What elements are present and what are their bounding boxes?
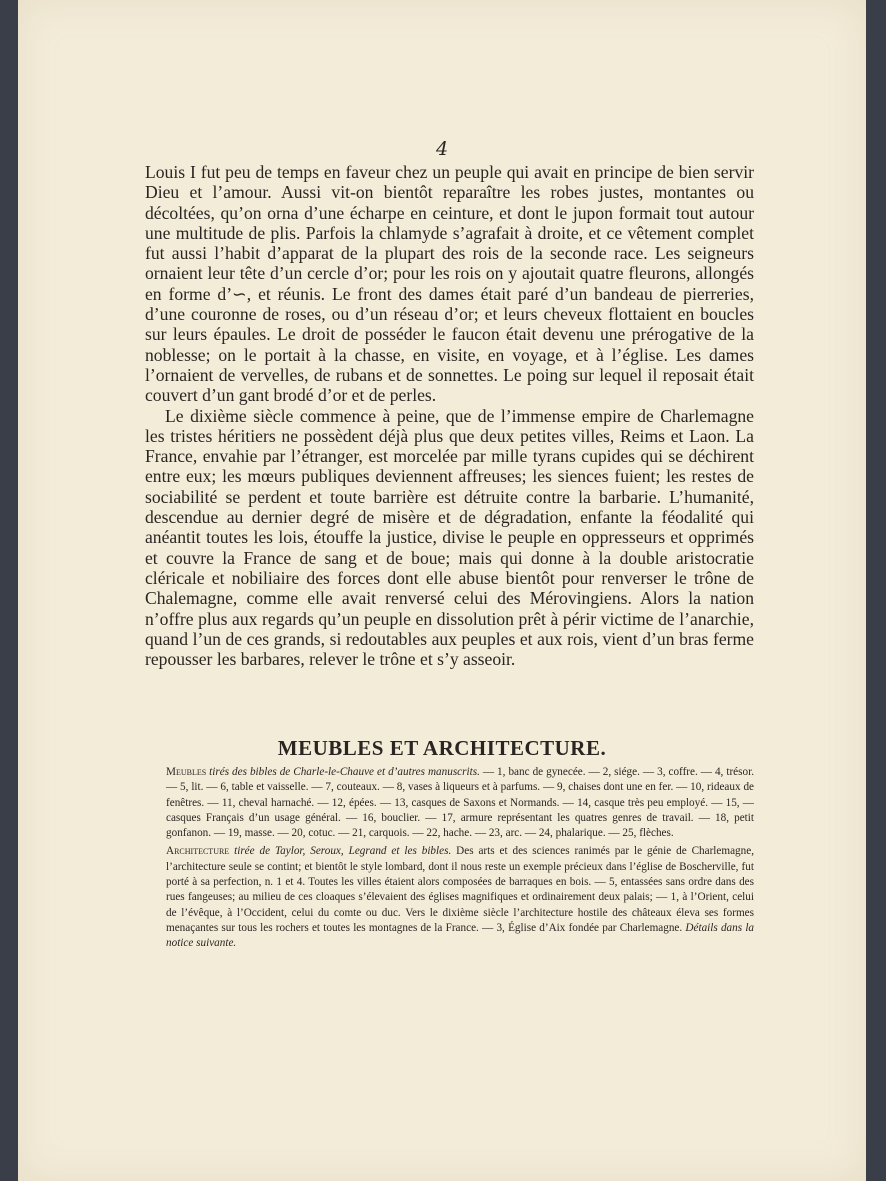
page-sheet: [18, 0, 866, 1181]
note-body: Des arts et des sciences ranimés par le génie de Charlemagne, l’architecture seule se contint; et bientôt le style lombard, dont il nous reste un exemple précieux dans l’église de Boscherville, fut porté à sa perfection, n. 1 et 4. Toutes les villes étaient alors composées de barraques en bois. — 5, entassées sans ordre dans des rues fangeuses; au milieu de ces cloaques s’élevaient des églises magnifiques et ordinairement deux palais; — 1, à l’Orient, celui de l’évêque, à l’Occident, celui du comte ou duc. Vers le dixième siècle l’architecture hostile des châteaux éleva ses formes menaçantes sur tous les rochers et toutes les montagnes de la France. — 3, Église d’Aix fondée par Charlemagne.: [166, 845, 755, 934]
paragraph-louis: Louis I fut peu de temps en faveur chez un peuple qui avait en principe de bien servir Dieu et l’amour. Aussi vit-on bientôt reparaître les robes justes, montantes ou décoltées, qu’on orna d’une écharpe en ceinture, et dont le jupon formait tout autour une multitude de plis. Parfois la chlamyde s’agrafait à droite, et ce vêtement complet fut aussi l’habit d’apparat de la plupart des rois de la seconde race. Les seigneurs ornaient leur tête d’un cercle d’or; pour les rois on y ajoutait quatre fleurons, allongés en forme d’∽, et réunis. Le front des dames était paré d’un bandeau de pierreries, d’une couronne de roses, ou d’un réseau d’or; et leurs cheveux flottaient en boucles sur leurs épaules. Le droit de posséder le faucon était devenu une prérogative de la noblesse; on le portait à la chasse, en visite, en voyage, et à l’église. Les dames l’ornaient de vervelles, de rubans et de sonnettes. Le poing sur lequel il reposait était couvert d’un gant brodé d’or et de perles.: [145, 162, 754, 406]
note-lead: Meubles: [166, 766, 207, 778]
note-intro: tirés des bibles de Charle-le-Chauve et d’autres manuscrits.: [209, 766, 480, 778]
section-title: MEUBLES ET ARCHITECTURE.: [277, 736, 607, 760]
paragraph-dixieme-siecle: Le dixième siècle commence à peine, que de l’immense empire de Charlemagne les tristes héritiers ne possèdent déjà plus que deux petites villes, Reims et Laon. La France, envahie par l’étranger, est morcelée par mille tyrans cupides qui se déchirent entre eux; les mœurs publiques deviennent affreuses; les siences fuient; les restes de sociabilité se perdent et toute barrière est détruite contre la barbarie. L’humanité, descendue au dernier degré de misère et de dégradation, enfante la féodalité qui anéantit toutes les lois, étouffe la justice, divise le peuple en oppresseurs et opprimés et couvre la France de sang et de boue; mais qui donne à la double aristocratie cléricale et nobiliaire des forces dont elle abuse bientôt pour renverser le trône de Chalemagne, comme elle avait renversé celui des Mérovingiens. Alors la nation n’offre plus aux regards qu’un peuple en dissolution prêt à périr victime de l’anarchie, quand l’un de ces grands, si redoutables aux peuples et aux rois, vient d’un bras ferme repousser les barbares, relever le trône et s’y asseoir.: [145, 405, 754, 670]
note-meubles: [166, 765, 754, 841]
main-text: [145, 162, 754, 669]
note-intro: tirée de Taylor, Seroux, Legrand et les bibles.: [234, 845, 452, 858]
note-architecture: [166, 844, 754, 951]
note-body: — 1, banc de gynecée. — 2, siége. — 3, coffre. — 4, trésor. — 5, lit. — 6, table et vaisselle. — 7, couteaux. — 8, vases à liqueurs et à parfums. — 9, chaises dont une en fer. — 10, rideaux de fenêtres. — 11, cheval harnaché. — 12, épées. — 13, casques de Saxons et Normands. — 14, casque très peu employé. — 15, — casques Français d’un usage général. — 16, bouclier. — 17, armure représentant les quatres genres de travail. — 18, petit gonfanon. — 19, masse. — 20, cotuc. — 21, carquois. — 22, hache. — 23, arc. — 24, phalarique. — 25, flèches.: [166, 766, 754, 840]
page-number: 4: [435, 138, 449, 160]
note-lead: Architecture: [166, 845, 230, 858]
notes-block: [166, 765, 754, 955]
note-tail: Détails dans la notice suivante.: [166, 921, 755, 950]
